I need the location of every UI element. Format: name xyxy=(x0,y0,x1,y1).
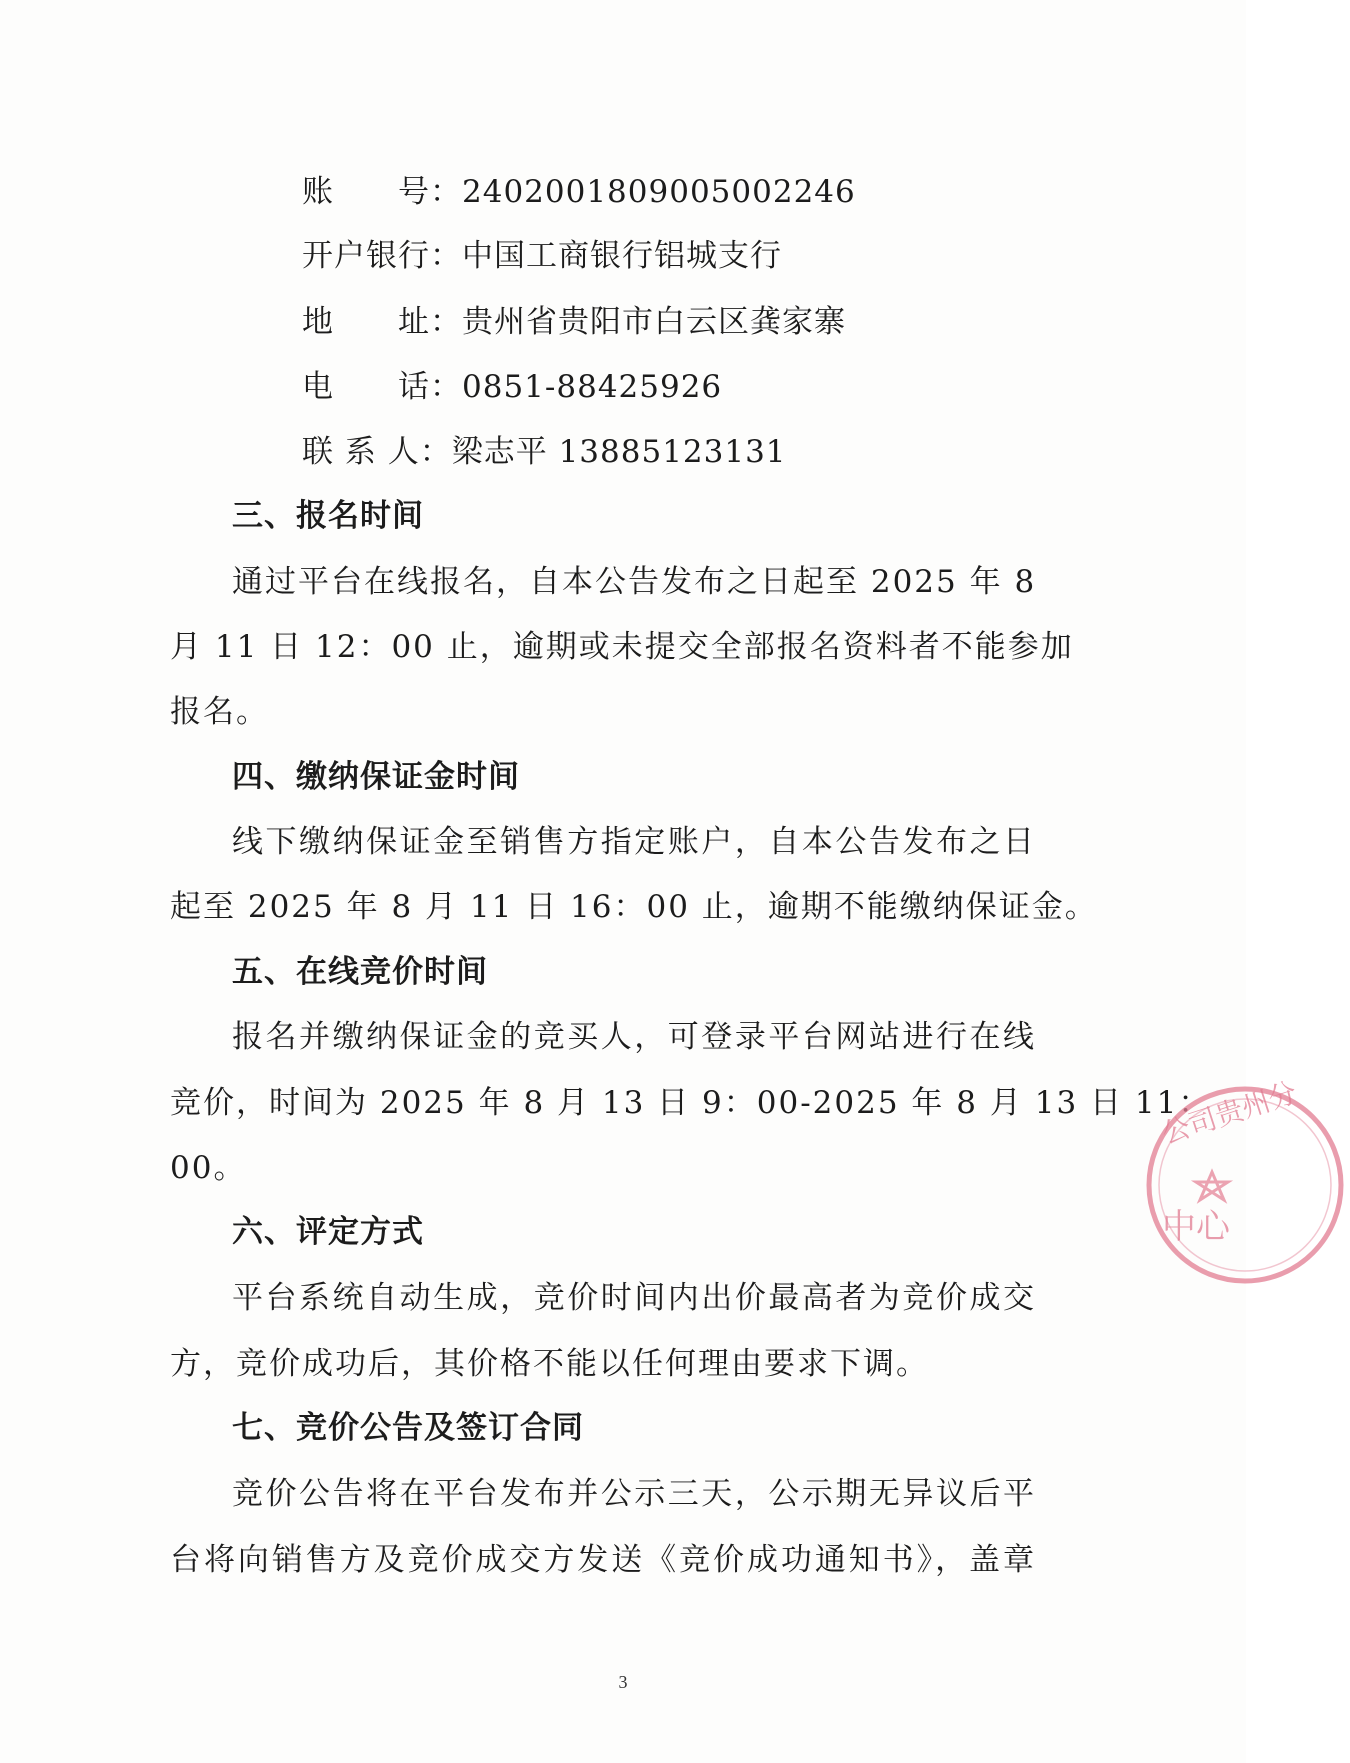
bank-value: 中国工商银行铝城支行 xyxy=(462,238,782,274)
address-value: 贵州省贵阳市白云区龚家寨 xyxy=(462,304,846,340)
contact-person-value: 梁志平 13885123131 xyxy=(451,434,787,470)
account-label: 账 号： xyxy=(302,174,462,210)
phone-value: 0851-88425926 xyxy=(462,369,723,405)
section-7-line-2: 台将向销售方及竞价成交方发送《竞价成功通知书》，盖章 xyxy=(170,1542,1036,1578)
section-3-heading: 三、报名时间 xyxy=(232,498,424,534)
section-4-heading: 四、缴纳保证金时间 xyxy=(232,759,520,795)
address-line xyxy=(302,302,846,342)
bank-label: 开户银行： xyxy=(302,238,462,274)
section-6-line-1: 平台系统自动生成，竞价时间内出价最高者为竞价成交 xyxy=(232,1280,1036,1316)
section-3-line-2: 月 11 日 12：00 止，逾期或未提交全部报名资料者不能参加 xyxy=(170,629,1074,665)
account-value: 2402001809005002246 xyxy=(462,174,856,210)
section-5-line-2: 竞价，时间为 2025 年 8 月 13 日 9：00-2025 年 8 月 13 日 11： xyxy=(170,1085,1212,1121)
section-7-heading: 七、竞价公告及签订合同 xyxy=(232,1410,584,1446)
contact-person-line xyxy=(302,432,787,472)
section-6-line-2: 方，竞价成功后，其价格不能以任何理由要求下调。 xyxy=(170,1346,929,1382)
section-3-line-1: 通过平台在线报名，自本公告发布之日起至 2025 年 8 xyxy=(232,564,1037,600)
section-5-line-1: 报名并缴纳保证金的竞买人，可登录平台网站进行在线 xyxy=(232,1019,1036,1055)
svg-text:公司贵州分: 公司贵州分 xyxy=(1157,1075,1301,1151)
account-line xyxy=(302,172,856,212)
section-4-line-2: 起至 2025 年 8 月 11 日 16：00 止，逾期不能缴纳保证金。 xyxy=(170,889,1098,925)
section-5-line-3: 00。 xyxy=(170,1150,247,1186)
section-5-heading: 五、在线竞价时间 xyxy=(232,954,488,990)
section-4-line-1: 线下缴纳保证金至销售方指定账户，自本公告发布之日 xyxy=(232,824,1036,860)
address-label: 地 址： xyxy=(302,304,462,340)
svg-text:中心: 中心 xyxy=(1162,1207,1230,1247)
page-number: 3 xyxy=(618,1672,628,1692)
section-6-heading: 六、评定方式 xyxy=(232,1214,424,1250)
phone-line xyxy=(302,367,722,407)
contact-person-label: 联 系 人： xyxy=(302,434,452,470)
phone-label: 电 话： xyxy=(302,369,462,405)
section-7-line-1: 竞价公告将在平台发布并公示三天，公示期无异议后平 xyxy=(232,1476,1036,1512)
bank-line xyxy=(302,236,782,276)
section-3-line-3: 报名。 xyxy=(170,694,269,730)
